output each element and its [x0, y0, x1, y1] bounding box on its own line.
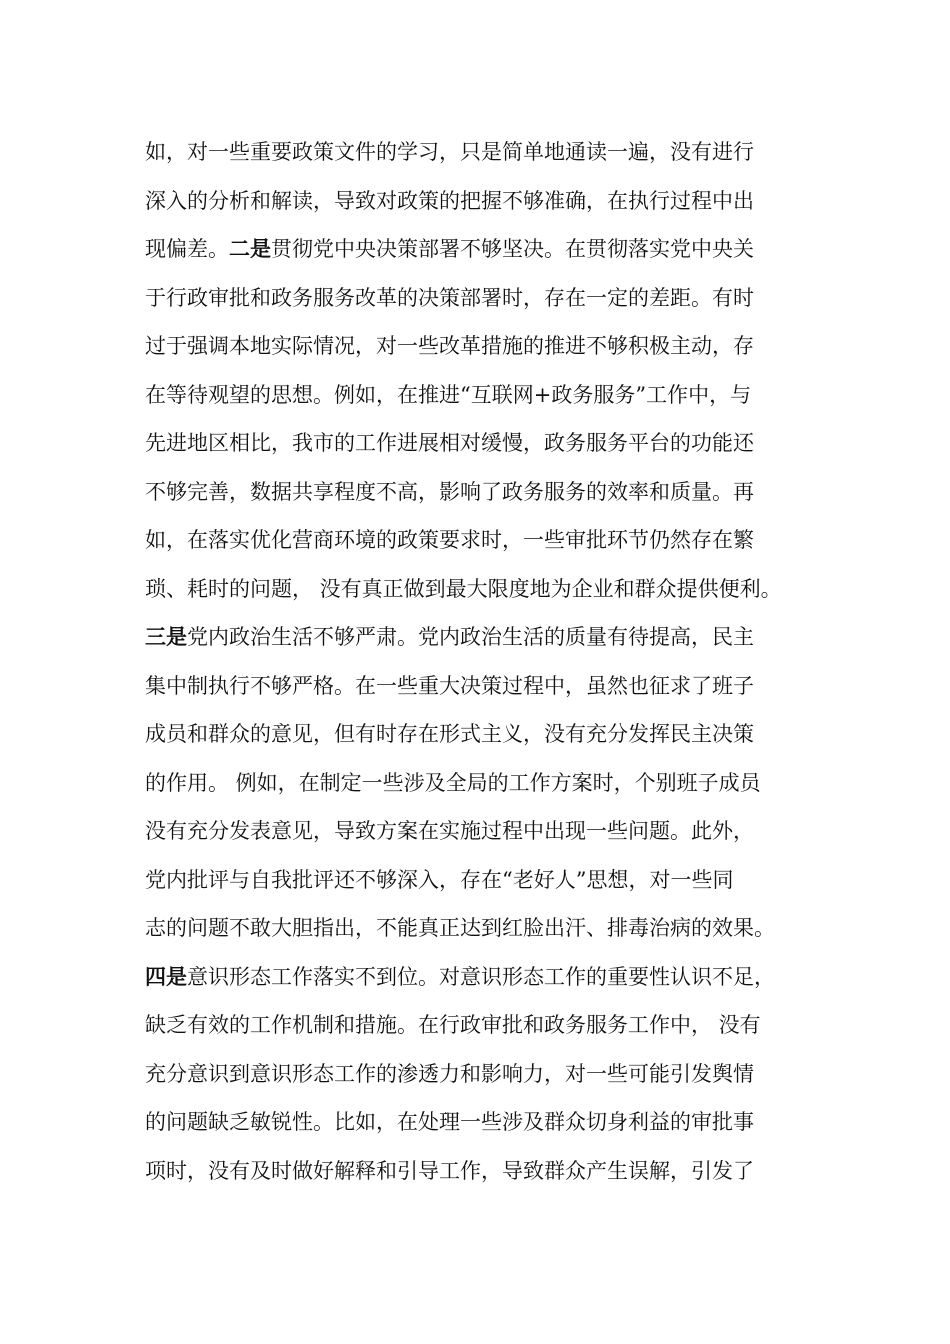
- text-line: [145, 225, 825, 274]
- text-segment: 琐、耗时的问题， 没有真正做到最大限度地为企业和群众提供便利。: [145, 576, 782, 601]
- section-marker: 四是: [145, 964, 187, 989]
- text-line: [145, 1001, 825, 1050]
- text-line: [145, 419, 825, 468]
- text-line: [145, 613, 825, 662]
- text-segment: 如，对一些重要政策文件的学习，只是简单地通读一遍，没有进行: [145, 140, 754, 164]
- text-line: [145, 274, 825, 323]
- text-line: [145, 177, 825, 226]
- text-segment: 不够完善，数据共享程度不高，影响了政务服务的效率和质量。再: [145, 479, 754, 504]
- text-line: [145, 516, 825, 565]
- text-segment: 过于强调本地实际情况，对一些改革措施的推进不够积极主动，存: [145, 334, 754, 358]
- text-line: [145, 710, 825, 759]
- text-segment: 贯彻党中央决策部署不够坚决。在贯彻落实党中央关: [271, 237, 754, 261]
- text-line: [145, 371, 825, 420]
- text-segment: 在等待观望的思想。例如，在推进“互联网+政务服务”工作中，与: [145, 382, 752, 407]
- text-line: [145, 128, 825, 177]
- text-line: [145, 856, 825, 905]
- text-segment: 项时，没有及时做好解释和引导工作，导致群众产生误解，引发了: [145, 1158, 754, 1183]
- section-marker: 二是: [229, 237, 271, 261]
- text-segment: 充分意识到意识形态工作的渗透力和影响力，对一些可能引发舆情: [145, 1061, 754, 1086]
- text-line: [145, 1098, 825, 1147]
- text-line: [145, 904, 825, 953]
- text-segment: 成员和群众的意见，但有时存在形式主义，没有充分发挥民主决策: [145, 722, 754, 746]
- text-segment: 的作用。 例如，在制定一些涉及全局的工作方案时，个别班子成员: [145, 770, 761, 795]
- text-segment: 深入的分析和解读，导致对政策的把握不够准确，在执行过程中出: [145, 188, 754, 213]
- text-line: [145, 662, 825, 711]
- text-line: [145, 322, 825, 371]
- text-segment: 缺乏有效的工作机制和措施。在行政审批和政务服务工作中， 没有: [145, 1013, 761, 1037]
- text-segment: 集中制执行不够严格。在一些重大决策过程中，虽然也征求了班子: [145, 673, 754, 698]
- text-line: [145, 1147, 825, 1196]
- text-segment: 没有充分发表意见，导致方案在实施过程中出现一些问题。此外，: [145, 819, 754, 843]
- text-segment: 党内批评与自我批评还不够深入，存在“老好人”思想，对一些同: [145, 867, 734, 892]
- text-segment: 现偏差。: [145, 237, 229, 261]
- text-line: [145, 1050, 825, 1099]
- text-line: [145, 759, 825, 808]
- text-line: [145, 807, 825, 856]
- text-segment: 志的问题不敢大胆指出，不能真正达到红脸出汗、排毒治病的效果。: [145, 916, 775, 940]
- text-segment: 的问题缺乏敏锐性。比如，在处理一些涉及群众切身利益的审批事: [145, 1110, 754, 1134]
- document-body: [145, 128, 825, 1195]
- text-segment: 党内政治生活不够严肃。党内政治生活的质量有待提高，民主: [187, 625, 754, 649]
- text-segment: 意识形态工作落实不到位。对意识形态工作的重要性认识不足，: [187, 964, 775, 989]
- text-segment: 于行政审批和政务服务改革的决策部署时，存在一定的差距。有时: [145, 285, 754, 310]
- text-line: [145, 565, 825, 614]
- text-segment: 如，在落实优化营商环境的政策要求时，一些审批环节仍然存在繁: [145, 528, 754, 552]
- text-line: [145, 953, 825, 1002]
- section-marker: 三是: [145, 625, 187, 649]
- text-segment: 先进地区相比，我市的工作进展相对缓慢，政务服务平台的功能还: [145, 431, 754, 455]
- text-line: [145, 468, 825, 517]
